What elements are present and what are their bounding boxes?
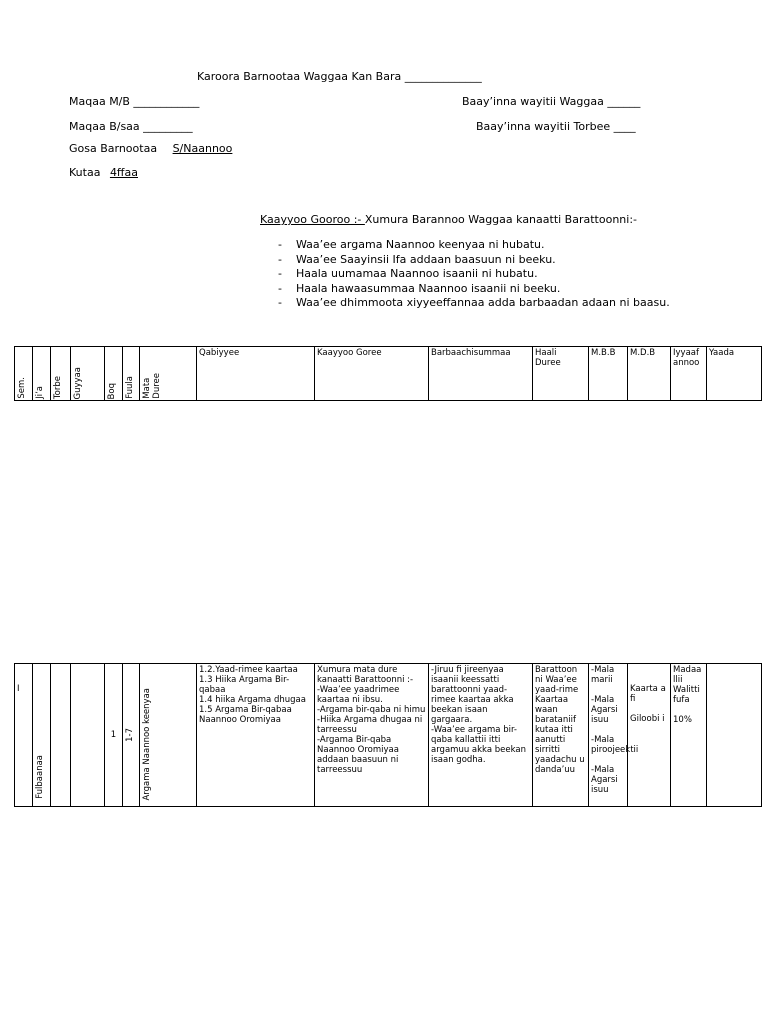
col-prerequisite: Haali Duree	[533, 347, 589, 401]
col-unit: Boq	[105, 347, 123, 401]
plan-row-table	[14, 663, 762, 807]
objective-item: - Waa’ee Saayinsii Ifa addaan baasuun ni beeku.	[278, 253, 670, 268]
row-specific-objective: Xumura mata dure kanaatti Barattoonni :- -Waa’ee yaadrimee kaartaa ni ibsu. -Argama bir-qaba ni himu -Hiika Argama dhugaa ni tarreessu -Argama Bir-qaba Naannoo Oromiyaa addaan baasuun ni tarreessuu	[315, 664, 429, 807]
row-month: Fulbaanaa	[33, 664, 51, 807]
col-topic: Mata Duree	[140, 347, 197, 401]
row-day	[71, 664, 105, 807]
row-page: 1-7	[123, 664, 140, 807]
col-month: Ji’a	[33, 347, 51, 401]
row-content: 1.2.Yaad-rimee kaartaa 1.3 Hiika Argama Bir-qabaa 1.4 hiika Argama dhugaa 1.5 Argama Bir-qabaa Naannoo Oromiyaa	[197, 664, 315, 807]
general-objective-line	[260, 213, 637, 226]
subject-line	[69, 142, 232, 155]
document-title: Karoora Barnootaa Waggaa Kan Bara ______________	[197, 70, 482, 83]
objectives-list	[278, 238, 670, 311]
objective-item: - Haala hawaasummaa Naannoo isaanii ni beeku.	[278, 282, 670, 297]
objective-item: - Waa’ee argama Naannoo keenyaa ni hubatu.	[278, 238, 670, 253]
teacher-name-field: Maqaa M/B ____________	[69, 95, 200, 108]
col-sem: Sem.	[15, 347, 33, 401]
col-week: Torbe	[51, 347, 71, 401]
col-day: Guyyaa	[71, 347, 105, 401]
school-name-field: Maqaa B/saa _________	[69, 120, 193, 133]
row-semester: I	[15, 664, 33, 807]
col-teaching-aid: M.D.B	[628, 347, 671, 401]
subject-label: Gosa Barnootaa	[69, 142, 158, 155]
row-unit: 1	[105, 664, 123, 807]
general-objective-label: Kaayyoo Gooroo :-	[260, 213, 365, 226]
row-importance: -Jiruu fi jireenyaa isaanii keessatti barattoonni yaad-rimee kaartaa akka beekan isaan gargaara. -Waa’ee argama bir-qaba kallattii itti argamuu akka beekan isaan godha.	[429, 664, 533, 807]
grade-line	[69, 166, 138, 179]
weekly-periods-field: Baay’inna wayitii Torbee ____	[476, 120, 636, 133]
col-content: Qabiyyee	[197, 347, 315, 401]
row-teaching-method: -Mala marii -Mala Agarsi isuu -Mala piroojeektii -Mala Agarsi isuu	[589, 664, 628, 807]
subject-value: S/Naannoo	[172, 142, 233, 155]
row-remark	[707, 664, 762, 807]
col-importance: Barbaachisummaa	[429, 347, 533, 401]
row-teaching-aid: Kaarta a fi Giloobi i	[628, 664, 671, 807]
col-specific-objective: Kaayyoo Goree	[315, 347, 429, 401]
grade-value: 4ffaa	[109, 166, 138, 179]
row-assessment: Madaa llii Walitti fufa 10%	[671, 664, 707, 807]
yearly-periods-field: Baay’inna wayitii Waggaa ______	[462, 95, 641, 108]
col-remark: Yaada	[707, 347, 762, 401]
objective-item: - Waa’ee dhimmoota xiyyeeffannaa adda barbaadan adaan ni baasu.	[278, 296, 670, 311]
row-prerequisite: Barattoon ni Waa’ee yaad-rime Kaartaa waan barataniif kutaa itti aanutti sirritti yaadachu u danda’uu	[533, 664, 589, 807]
general-objective-intro: Xumura Barannoo Waggaa kanaatti Barattoonni:-	[364, 213, 637, 226]
objective-item: - Haala uumamaa Naannoo isaanii ni hubatu.	[278, 267, 670, 282]
col-assessment: Iyyaaf annoo	[671, 347, 707, 401]
col-teaching-method: M.B.B	[589, 347, 628, 401]
row-week	[51, 664, 71, 807]
plan-header-table	[14, 346, 762, 401]
row-topic: Argama Naannoo keenyaa	[140, 664, 197, 807]
grade-label: Kutaa	[69, 166, 101, 179]
col-page: Fuula	[123, 347, 140, 401]
